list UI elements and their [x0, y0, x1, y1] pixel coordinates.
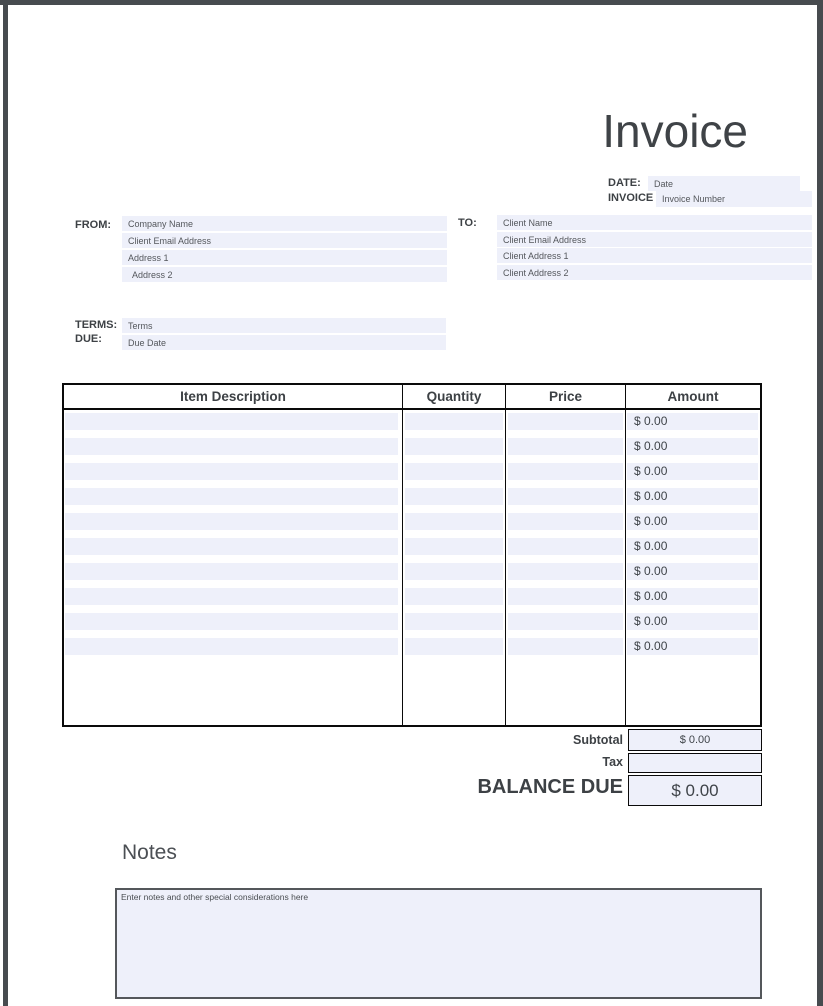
quantity-input[interactable]	[405, 513, 503, 530]
amount-cell: $ 0.00	[627, 638, 758, 655]
quantity-input[interactable]	[405, 613, 503, 630]
amount-cell: $ 0.00	[627, 538, 758, 555]
amount-cell: $ 0.00	[627, 613, 758, 630]
item-description-input[interactable]	[65, 538, 398, 555]
invoice-number-label: INVOICE	[608, 192, 654, 204]
notes-heading: Notes	[122, 841, 177, 864]
tax-value[interactable]	[628, 753, 762, 773]
price-input[interactable]	[508, 488, 623, 505]
from-address2-input[interactable]	[122, 267, 447, 282]
from-address1-input[interactable]	[122, 250, 447, 265]
price-input[interactable]	[508, 563, 623, 580]
quantity-input[interactable]	[405, 463, 503, 480]
tax-label: Tax	[602, 755, 623, 769]
quantity-input[interactable]	[405, 438, 503, 455]
amount-cell: $ 0.00	[627, 513, 758, 530]
date-label: DATE:	[608, 177, 641, 189]
price-input[interactable]	[508, 588, 623, 605]
page-title: Invoice	[602, 105, 748, 157]
price-input[interactable]	[508, 513, 623, 530]
amount-cell: $ 0.00	[627, 463, 758, 480]
quantity-input[interactable]	[405, 563, 503, 580]
balance-due-label: BALANCE DUE	[477, 776, 623, 798]
due-date-input[interactable]	[122, 335, 446, 350]
price-input[interactable]	[508, 438, 623, 455]
to-email-input[interactable]	[497, 232, 812, 247]
amount-cell: $ 0.00	[627, 588, 758, 605]
item-description-input[interactable]	[65, 463, 398, 480]
item-description-input[interactable]	[65, 563, 398, 580]
item-description-input[interactable]	[65, 488, 398, 505]
price-column	[506, 410, 626, 725]
subtotal-label: Subtotal	[573, 733, 623, 747]
quantity-column	[403, 410, 506, 725]
terms-input[interactable]	[122, 318, 446, 333]
amount-cell: $ 0.00	[627, 413, 758, 430]
item-description-input[interactable]	[65, 438, 398, 455]
due-label: DUE:	[75, 333, 102, 345]
from-email-input[interactable]	[122, 233, 447, 248]
items-table	[62, 383, 762, 727]
quantity-input[interactable]	[405, 488, 503, 505]
price-input[interactable]	[508, 538, 623, 555]
item-description-column	[64, 410, 403, 725]
amount-cell: $ 0.00	[627, 438, 758, 455]
to-address2-input[interactable]	[497, 265, 812, 280]
balance-due-value: $ 0.00	[628, 775, 762, 806]
invoice-number-input[interactable]	[656, 191, 812, 207]
to-address1-input[interactable]	[497, 248, 812, 263]
price-input[interactable]	[508, 463, 623, 480]
amount-cell: $ 0.00	[627, 563, 758, 580]
page-frame-left	[3, 0, 8, 1006]
header-quantity: Quantity	[403, 385, 506, 408]
item-description-input[interactable]	[65, 638, 398, 655]
price-input[interactable]	[508, 638, 623, 655]
quantity-input[interactable]	[405, 538, 503, 555]
page-frame-right	[817, 0, 823, 1006]
amount-cell: $ 0.00	[627, 488, 758, 505]
item-description-input[interactable]	[65, 413, 398, 430]
item-description-input[interactable]	[65, 513, 398, 530]
date-input[interactable]	[648, 176, 800, 191]
quantity-input[interactable]	[405, 638, 503, 655]
from-company-name-input[interactable]	[122, 216, 447, 231]
item-description-input[interactable]	[65, 588, 398, 605]
to-label: TO:	[458, 217, 477, 229]
quantity-input[interactable]	[405, 588, 503, 605]
subtotal-value: $ 0.00	[628, 729, 762, 751]
header-item-description: Item Description	[64, 385, 403, 408]
item-description-input[interactable]	[65, 613, 398, 630]
items-table-header	[64, 385, 760, 410]
terms-label: TERMS:	[75, 319, 118, 331]
items-table-body	[64, 410, 760, 725]
to-client-name-input[interactable]	[497, 215, 812, 230]
page-frame-top	[0, 0, 823, 5]
quantity-input[interactable]	[405, 413, 503, 430]
header-amount: Amount	[667, 389, 719, 404]
notes-textarea[interactable]	[115, 888, 762, 999]
price-input[interactable]	[508, 613, 623, 630]
from-label: FROM:	[75, 219, 112, 231]
header-price: Price	[506, 385, 626, 408]
amount-column	[626, 410, 760, 725]
price-input[interactable]	[508, 413, 623, 430]
